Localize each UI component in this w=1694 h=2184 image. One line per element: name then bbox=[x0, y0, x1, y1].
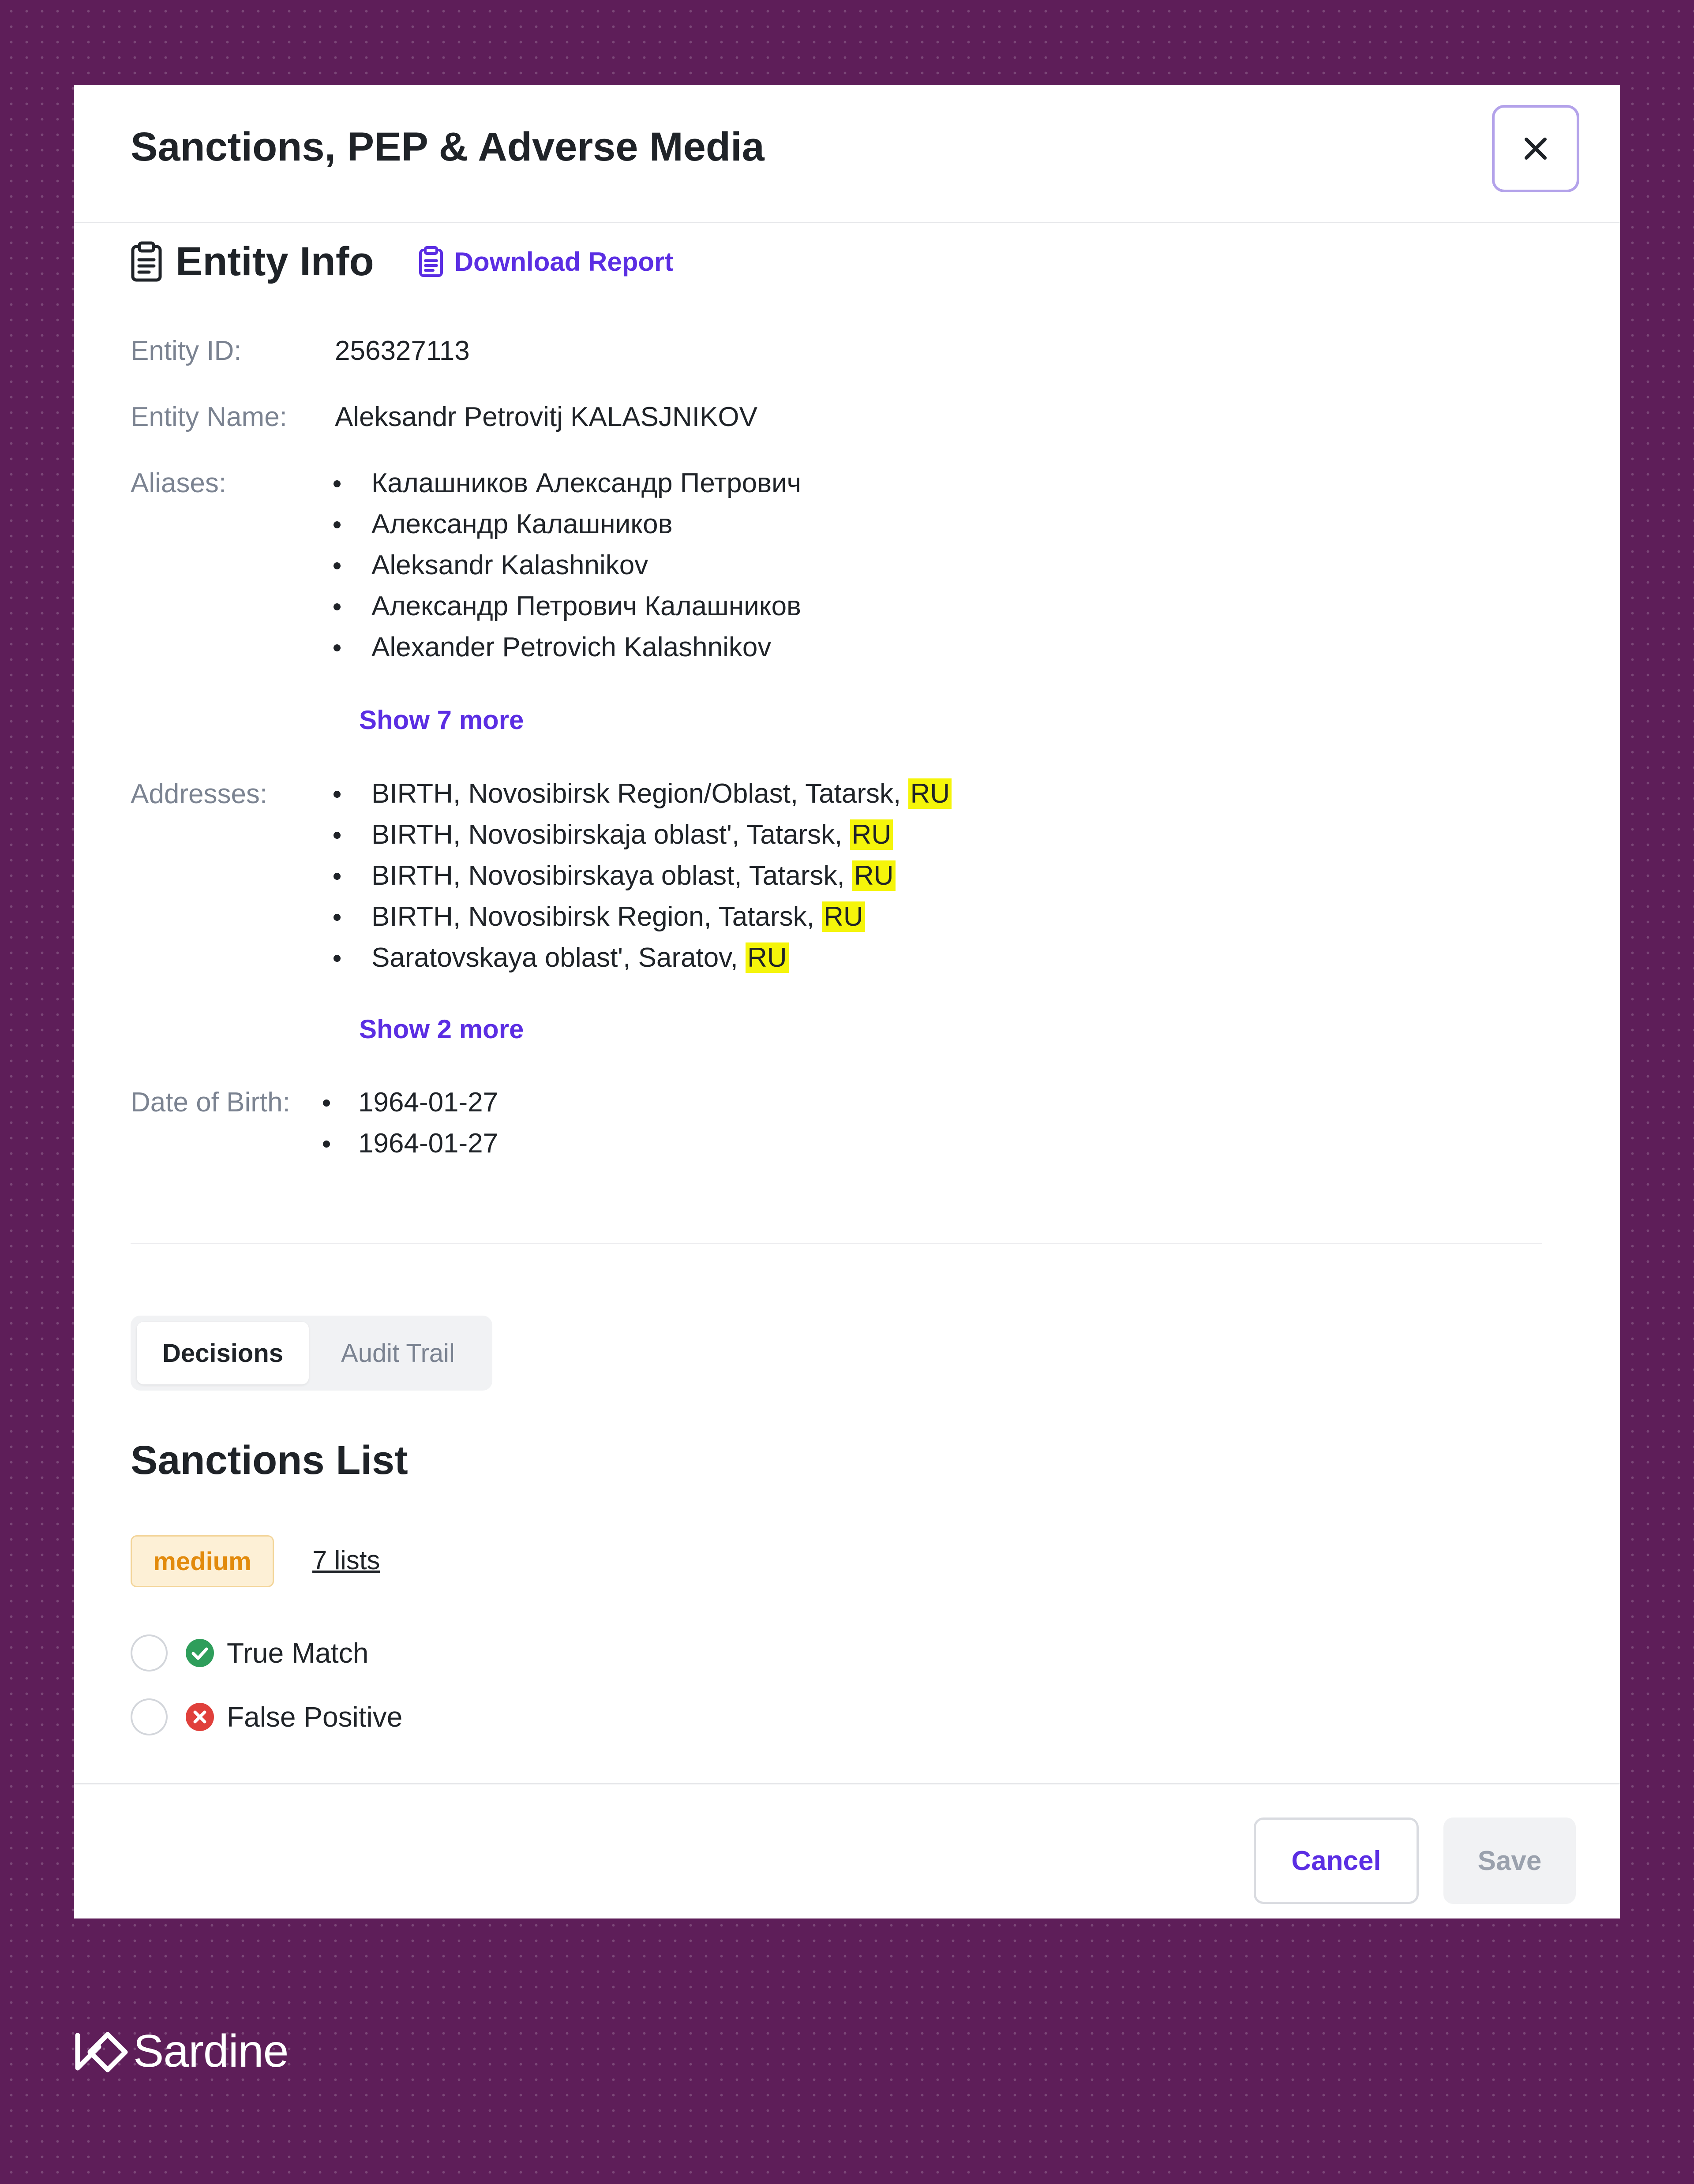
addresses-show-more-link[interactable]: Show 2 more bbox=[359, 1014, 524, 1044]
entity-info-header bbox=[131, 235, 673, 288]
false-positive-radio[interactable] bbox=[131, 1698, 168, 1735]
country-code-highlight: RU bbox=[852, 860, 896, 891]
decision-tabs bbox=[131, 1316, 492, 1391]
risk-level-badge: medium bbox=[131, 1535, 274, 1587]
download-report-link[interactable] bbox=[418, 246, 674, 277]
addresses-label: Addresses: bbox=[131, 779, 268, 809]
alias-item: Alexander Petrovich Kalashnikov bbox=[332, 627, 801, 668]
dob-item: 1964-01-27 bbox=[321, 1082, 498, 1123]
section-divider bbox=[131, 1243, 1542, 1244]
document-icon bbox=[418, 246, 444, 277]
x-circle-icon bbox=[185, 1702, 214, 1731]
false-positive-option[interactable] bbox=[131, 1697, 402, 1737]
dob-list bbox=[321, 1082, 498, 1164]
dob-label: Date of Birth: bbox=[131, 1087, 290, 1118]
addresses-list bbox=[332, 773, 952, 978]
true-match-option[interactable] bbox=[131, 1633, 368, 1673]
close-icon bbox=[1523, 136, 1548, 161]
save-button[interactable]: Save bbox=[1443, 1818, 1576, 1904]
country-code-highlight: RU bbox=[908, 778, 952, 809]
check-circle-icon bbox=[185, 1638, 214, 1668]
entity-id-label: Entity ID: bbox=[131, 336, 242, 366]
sardine-logo-icon bbox=[74, 2029, 129, 2073]
modal-footer bbox=[74, 1783, 1620, 1918]
tab-audit-trail[interactable]: Audit Trail bbox=[341, 1339, 455, 1368]
download-report-label: Download Report bbox=[454, 247, 674, 277]
country-code-highlight: RU bbox=[822, 901, 865, 932]
sanctions-modal bbox=[74, 85, 1620, 1918]
sanctions-list-title: Sanctions List bbox=[131, 1438, 408, 1483]
modal-header bbox=[74, 85, 1620, 223]
address-item: BIRTH, Novosibirsk Region/Oblast, Tatarsk, RU bbox=[332, 773, 952, 814]
alias-item: Калашников Александр Петрович bbox=[332, 463, 801, 504]
country-code-highlight: RU bbox=[850, 819, 893, 850]
address-item: BIRTH, Novosibirskaja oblast', Tatarsk, RU bbox=[332, 814, 952, 855]
entity-id-value: 256327113 bbox=[335, 336, 470, 366]
aliases-list bbox=[332, 463, 801, 668]
address-item: Saratovskaya oblast', Saratov, RU bbox=[332, 937, 952, 978]
true-match-label: True Match bbox=[227, 1637, 369, 1669]
dob-item: 1964-01-27 bbox=[321, 1123, 498, 1164]
address-item: BIRTH, Novosibirsk Region, Tatarsk, RU bbox=[332, 896, 952, 937]
country-code-highlight: RU bbox=[746, 942, 789, 973]
alias-item: Александр Петрович Калашников bbox=[332, 586, 801, 627]
cancel-button[interactable]: Cancel bbox=[1254, 1818, 1419, 1904]
alias-item: Александр Калашников bbox=[332, 504, 801, 545]
entity-name-value: Aleksandr Petrovitj KALASJNIKOV bbox=[335, 402, 757, 432]
true-match-radio[interactable] bbox=[131, 1634, 168, 1672]
modal-title: Sanctions, PEP & Adverse Media bbox=[131, 124, 765, 169]
aliases-show-more-link[interactable]: Show 7 more bbox=[359, 705, 524, 735]
brand-name: Sardine bbox=[133, 2025, 289, 2077]
false-positive-label: False Positive bbox=[227, 1701, 403, 1733]
clipboard-icon bbox=[131, 241, 162, 282]
alias-item: Aleksandr Kalashnikov bbox=[332, 545, 801, 586]
brand-logo bbox=[74, 2027, 288, 2076]
lists-link[interactable]: 7 lists bbox=[312, 1545, 380, 1575]
entity-info-title: Entity Info bbox=[176, 239, 374, 284]
aliases-label: Aliases: bbox=[131, 468, 227, 498]
close-button[interactable] bbox=[1492, 105, 1579, 192]
tab-decisions[interactable]: Decisions bbox=[137, 1322, 309, 1384]
entity-name-label: Entity Name: bbox=[131, 402, 287, 432]
address-item: BIRTH, Novosibirskaya oblast, Tatarsk, RU bbox=[332, 855, 952, 896]
